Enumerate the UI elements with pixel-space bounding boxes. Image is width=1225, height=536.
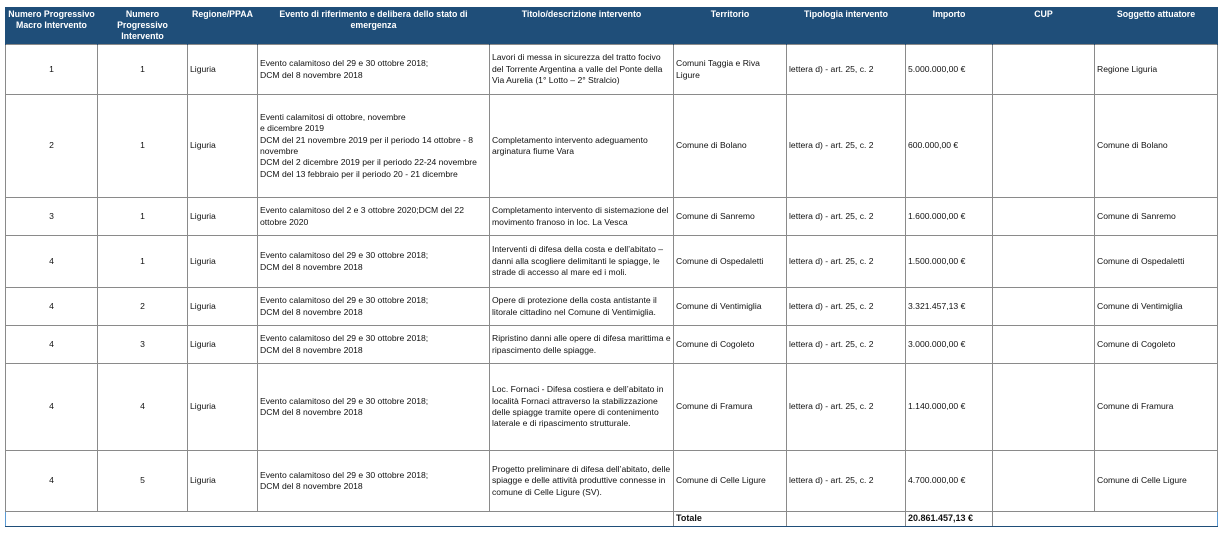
cell-importo: 3.321.457,13 € [906,288,993,326]
cell-macro: 4 [6,288,98,326]
cell-territorio: Comune di Ospedaletti [674,236,787,288]
table-row [6,288,1218,326]
cell-evento: Eventi calamitosi di ottobre, novembre e dicembre 2019 DCM del 21 novembre 2019 per il periodo 14 ottobre - 8 novembre DCM del 2 dicembre 2019 per il periodo 22-24 novembre DCM del 13 febbraio per il periodo 20 - 21 dicembre [258,95,490,198]
cell-evento: Evento calamitoso del 29 e 30 ottobre 2018; DCM del 8 novembre 2018 [258,451,490,512]
cell-titolo: Ripristino danni alle opere di difesa marittima e ripascimento delle spiagge. [490,326,674,364]
cell-evento: Evento calamitoso del 29 e 30 ottobre 2018; DCM del 8 novembre 2018 [258,236,490,288]
cell-titolo: Completamento intervento adeguamento arginatura fiume Vara [490,95,674,198]
cell-num: 4 [98,364,188,451]
cell-territorio: Comune di Bolano [674,95,787,198]
cell-tipologia: lettera d) - art. 25, c. 2 [787,451,906,512]
table-row [6,236,1218,288]
cell-evento: Evento calamitoso del 29 e 30 ottobre 2018; DCM del 8 novembre 2018 [258,288,490,326]
cell-macro: 4 [6,364,98,451]
cell-territorio: Comune di Sanremo [674,198,787,236]
cell-titolo: Progetto preliminare di difesa dell’abitato, delle spiagge e delle attività produttive connesse in comune di Celle Ligure (SV). [490,451,674,512]
cell-tipologia: lettera d) - art. 25, c. 2 [787,95,906,198]
cell-territorio: Comune di Framura [674,364,787,451]
cell-titolo: Opere di protezione della costa antistante il litorale cittadino nel Comune di Ventimiglia. [490,288,674,326]
table-row [6,198,1218,236]
cell-num: 1 [98,198,188,236]
cell-regione: Liguria [188,451,258,512]
cell-macro: 4 [6,236,98,288]
cell-soggetto: Comune di Sanremo [1095,198,1218,236]
total-value: 20.861.457,13 € [906,512,993,527]
cell-num: 1 [98,236,188,288]
cell-soggetto: Comune di Cogoleto [1095,326,1218,364]
cell-soggetto: Comune di Ventimiglia [1095,288,1218,326]
cell-soggetto: Comune di Framura [1095,364,1218,451]
cell-regione: Liguria [188,95,258,198]
table-header [6,7,1218,45]
cell-titolo: Interventi di difesa della costa e dell’abitato – danni alla scogliere delimitanti le spiagge, le strade di accesso al mare ed i moli. [490,236,674,288]
header-regione: Regione/PPAA [188,7,258,45]
cell-territorio: Comune di Cogoleto [674,326,787,364]
cell-tipologia: lettera d) - art. 25, c. 2 [787,198,906,236]
cell-tipologia: lettera d) - art. 25, c. 2 [787,45,906,95]
cell-titolo: Lavori di messa in sicurezza del tratto focivo del Torrente Argentina a valle del Ponte della Via Aurelia (1° Lotto – 2° Stralcio) [490,45,674,95]
cell-num: 3 [98,326,188,364]
table-row [6,95,1218,198]
cell-macro: 2 [6,95,98,198]
header-importo: Importo [906,7,993,45]
table-row [6,45,1218,95]
cell-regione: Liguria [188,198,258,236]
cell-num: 5 [98,451,188,512]
cell-importo: 5.000.000,00 € [906,45,993,95]
cell-soggetto: Regione Liguria [1095,45,1218,95]
cell-importo: 600.000,00 € [906,95,993,198]
cell-cup [993,288,1095,326]
table-row [6,451,1218,512]
cell-territorio: Comune di Celle Ligure [674,451,787,512]
cell-cup [993,364,1095,451]
cell-titolo: Completamento intervento di sistemazione del movimento franoso in loc. La Vesca [490,198,674,236]
cell-num: 2 [98,288,188,326]
cell-cup [993,45,1095,95]
header-num: Numero Progressivo Intervento [98,7,188,45]
cell-cup [993,198,1095,236]
cell-titolo: Loc. Fornaci - Difesa costiera e dell’abitato in località Fornaci attraverso la stabilizzazione delle spiagge tramite opere di contenimento laterale e di ripascimento strutturale. [490,364,674,451]
table-row [6,364,1218,451]
cell-regione: Liguria [188,45,258,95]
cell-importo: 1.600.000,00 € [906,198,993,236]
cell-num: 1 [98,95,188,198]
cell-tipologia: lettera d) - art. 25, c. 2 [787,326,906,364]
cell-importo: 3.000.000,00 € [906,326,993,364]
cell-cup [993,451,1095,512]
cell-regione: Liguria [188,288,258,326]
cell-macro: 4 [6,451,98,512]
header-cup: CUP [993,7,1095,45]
cell-evento: Evento calamitoso del 2 e 3 ottobre 2020;DCM del 22 ottobre 2020 [258,198,490,236]
cell-regione: Liguria [188,326,258,364]
cell-importo: 1.140.000,00 € [906,364,993,451]
header-titolo: Titolo/descrizione intervento [490,7,674,45]
cell-tipologia: lettera d) - art. 25, c. 2 [787,364,906,451]
cell-importo: 1.500.000,00 € [906,236,993,288]
cell-macro: 3 [6,198,98,236]
cell-cup [993,95,1095,198]
interventions-table-container [5,7,1217,527]
header-tipologia: Tipologia intervento [787,7,906,45]
cell-macro: 4 [6,326,98,364]
cell-evento: Evento calamitoso del 29 e 30 ottobre 2018; DCM del 8 novembre 2018 [258,364,490,451]
cell-cup [993,236,1095,288]
header-evento: Evento di riferimento e delibera dello stato di emergenza [258,7,490,45]
cell-soggetto: Comune di Ospedaletti [1095,236,1218,288]
cell-regione: Liguria [188,364,258,451]
cell-soggetto: Comune di Bolano [1095,95,1218,198]
total-row [6,512,1218,527]
total-gap [787,512,906,527]
cell-macro: 1 [6,45,98,95]
cell-num: 1 [98,45,188,95]
table-body [6,45,1218,527]
cell-soggetto: Comune di Celle Ligure [1095,451,1218,512]
header-macro: Numero Progressivo Macro Intervento [6,7,98,45]
cell-importo: 4.700.000,00 € [906,451,993,512]
cell-tipologia: lettera d) - art. 25, c. 2 [787,236,906,288]
cell-territorio: Comune di Ventimiglia [674,288,787,326]
total-spacer [6,512,674,527]
table-row [6,326,1218,364]
cell-territorio: Comuni Taggia e Riva Ligure [674,45,787,95]
interventions-table [5,7,1218,527]
cell-tipologia: lettera d) - art. 25, c. 2 [787,288,906,326]
cell-cup [993,326,1095,364]
header-row [6,7,1218,45]
total-trailing [993,512,1218,527]
header-soggetto: Soggetto attuatore [1095,7,1218,45]
header-territorio: Territorio [674,7,787,45]
total-label: Totale [674,512,787,527]
cell-evento: Evento calamitoso del 29 e 30 ottobre 2018; DCM del 8 novembre 2018 [258,45,490,95]
cell-regione: Liguria [188,236,258,288]
cell-evento: Evento calamitoso del 29 e 30 ottobre 2018; DCM del 8 novembre 2018 [258,326,490,364]
